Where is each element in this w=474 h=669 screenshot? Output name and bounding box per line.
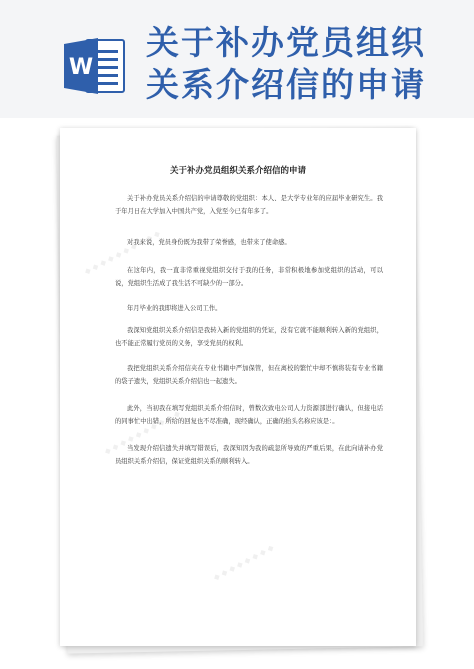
paragraph: 在这年内，我一直非常重视党组织交付于我的任务，非常积极地参加党组织的活动，可以说，党组织生活成了我生活不可缺少的一部分。 — [115, 267, 383, 287]
banner-title-line-1: 关于补办党员组织 — [146, 23, 426, 62]
watermark: ◆ ◆ ◆ ◆ ◆ ◆ ◆ ◆ ◆ ◆ — [82, 228, 162, 277]
banner-title-line-2: 关系介绍信的申请 — [146, 65, 426, 104]
paragraph: 当发现介绍信遗失并填写错误后，我深知因为我的疏忽所导致的严重后果，在此向请补办党员组织关系介绍信，保证党组织关系的顺利转入。 — [115, 445, 383, 465]
word-document-icon — [64, 34, 126, 98]
header-banner — [0, 0, 474, 118]
banner-title — [146, 22, 466, 106]
paragraph: 我深知党组织关系介绍信是我转入新的党组织的凭证，没有它就不能顺利转入新的党组织，也不能正常履行党员的义务，享受党员的权利。 — [115, 327, 383, 347]
watermark: ◆ ◆ ◆ ◆ ◆ ◆ ◆ ◆ ◆ ◆ — [102, 408, 182, 457]
document-title: 关于补办党员组织关系介绍信的申请 — [169, 166, 306, 176]
paragraph: 此外，当初我在填写党组织关系介绍信时，曾数次致电公司人力资源部进行确认，但接电话的同事忙中出错，所给的回复也不尽准确，现经确认，正确的抬头名称应该是：。 — [115, 405, 383, 425]
paragraph: 关于补办党员关系介绍信的申请尊敬的党组织：本人、是大学专业年的应届毕业研究生。我于年月日在大学加入中国共产党，入党至今已有年多了。 — [115, 195, 383, 215]
document-page — [60, 128, 416, 646]
paragraph: 对我来说，党员身份既为我带了荣誉感，也带来了使命感。 — [127, 239, 291, 246]
watermark: ◆ ◆ ◆ ◆ ◆ ◆ ◆ ◆ — [211, 542, 276, 583]
paragraph: 我把党组织关系介绍信夹在专业书籍中严加保管，但在离校的繁忙中却不慎将装有专业书籍的袋子遗失，党组织关系介绍信也一起遗失。 — [115, 365, 383, 385]
word-logo-letter: W — [68, 55, 94, 80]
paragraph: 年月毕业的我即将进入公司工作。 — [127, 305, 222, 312]
